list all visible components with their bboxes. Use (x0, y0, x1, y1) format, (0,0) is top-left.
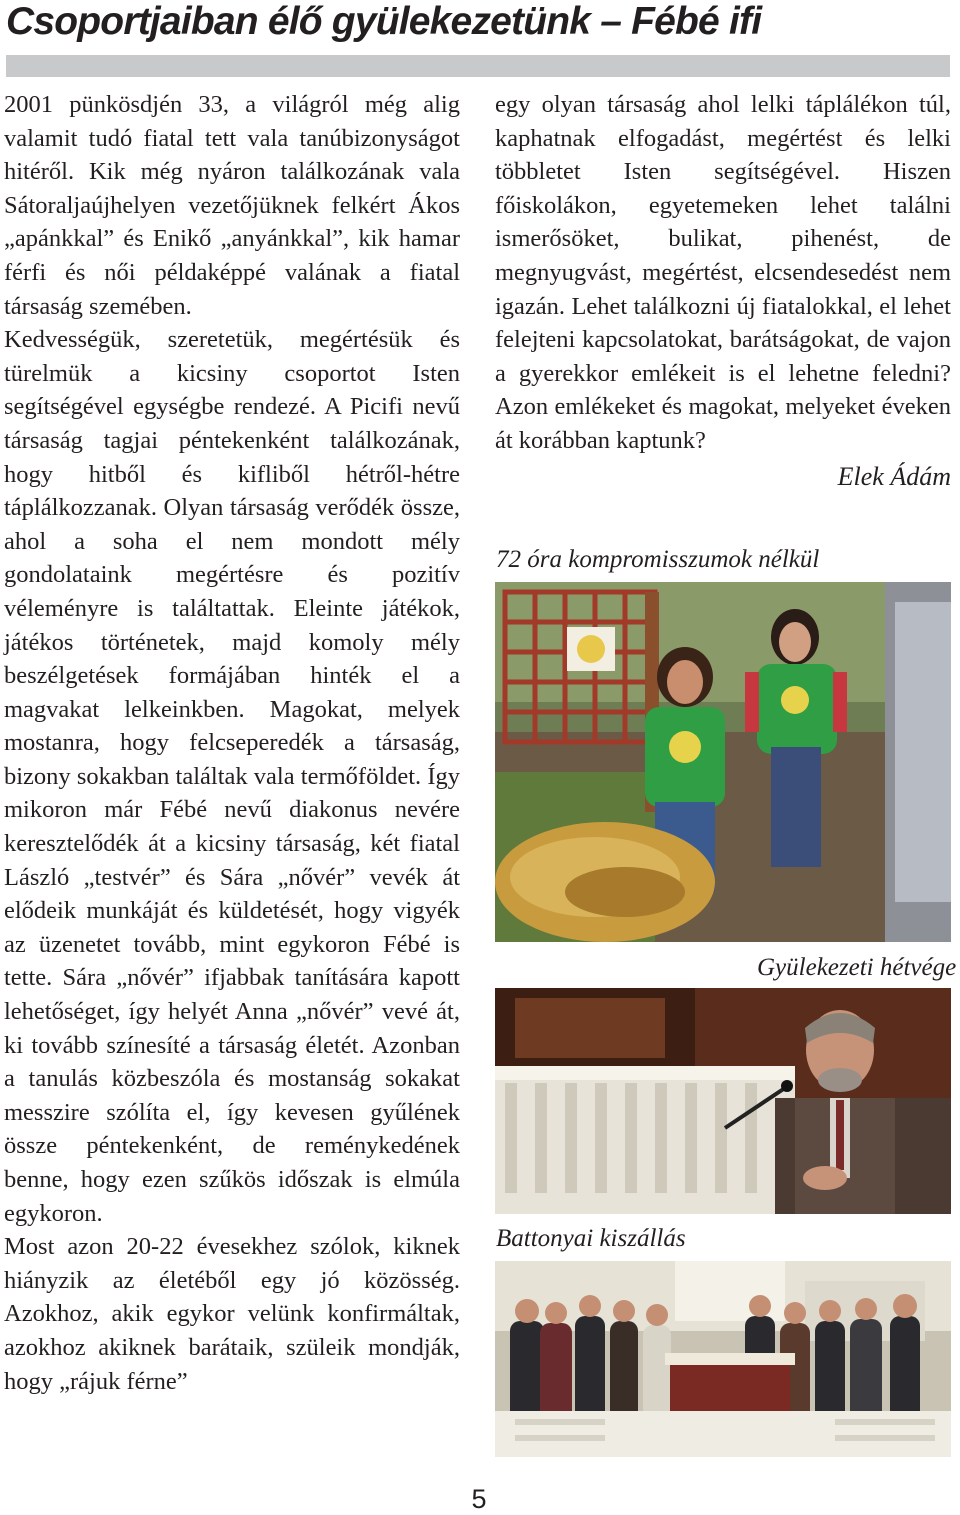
article-paragraph: Most azon 20-22 évesekhez szólok, kiknek hiányzik az életéből egy jó közösség. Azokhoz, akik egykor velünk konfirmáltak, azokhoz akiknek barátaik, szüleik mondják, hogy „rájuk férne” (4, 1233, 460, 1395)
article-paragraph: 2001 pünkösdjén 33, a világról még alig valamit tudó fiatal tett vala tanúbizonyságot hitéről. Kik még nyáron találkozának vala Sátoraljaújhelyen vezetőjüknek felkért Ákos „apánkkal” és Enikő „anyánkkal”, kik hamar férfi és női példaképpé valának a fiatal társaság szemében. (4, 91, 460, 320)
page-title: Csoportjaiban élő gyülekezetünk – Fébé ifi (6, 0, 762, 43)
header-divider-bar (6, 55, 950, 77)
photo-caption-72-ora: 72 óra kompromisszumok nélkül (496, 546, 820, 573)
article-left-column (4, 88, 460, 1398)
article-right-column (495, 88, 951, 494)
photo-speaker-lectern (495, 988, 951, 1214)
photo-church-group (495, 1261, 951, 1457)
photo-leaf-gathering (495, 582, 951, 942)
page-number: 5 (471, 1484, 487, 1514)
article-paragraph: Kedvességük, szeretetük, megértésük és türelmük a kicsiny csoportot Isten segítségével egységbe rendezé. A Picifi nevű társaság tagjai péntekenként találkozának, hogy hitből és kifliből hétről-hétre táplálkozzanak. Olyan társaság verődék össze, ahol a soha el nem mondott mély gondolataink megértésre és pozitív véleményre is találtattak. Eleinte játékok, játékos történetek, majd komoly mély beszélgetések formájában hinték el a magvakat lelkeinkben. Magokat, melyek mostanra, hogy felcseperedék a társaság, bizony sokakban találtak vala termőföldet. Így mikoron már Fébé nevű diakonus nevére keresztelődék át a kicsiny társaság, két fiatal László „testvér” és Sára „nővér” vevék át elődeik munkáját és küldetését, hogy vigyék az üzenetet tovább, mint egykoron Fébé is tette. Sára „nővér” ifjabbak tanítására kapott lehetőséget, így helyét Anna „nővér” vevé át, ki tovább színesíté a társaság életét. Azonban a tanulás közbeszóla és mostanság sokakat messzire szólíta el, így kevesen gyűlének össze péntekenként, de reménykedének benne, hogy ezen szűkös időszak is elmúla egykoron. (4, 326, 460, 1227)
article-paragraph: egy olyan társaság ahol lelki táplálékon túl, kaphatnak elfogadást, megértést és lelki többletet Isten segítségével. Hiszen főiskolákon, egyetemeken lehet találni ismerősöket, bulikat, pihenést, de megnyugvást, megértést, elcsendesedést nem igazán. Lehet találkozni új fiatalokkal, el lehet felejteni kapcsolatokat, barátságokat, de vajon a gyerekkor emlékeit is el lehetne feledni? Azon emlékeket és magokat, melyeket éveken át korábban kaptunk? (495, 91, 951, 454)
photo-caption-gyulekezeti-hetvege: Gyülekezeti hétvége (757, 954, 957, 981)
author-signature: Elek Ádám (837, 461, 951, 491)
photo-caption-battonyai-kiszallas: Battonyai kiszállás (496, 1225, 686, 1252)
